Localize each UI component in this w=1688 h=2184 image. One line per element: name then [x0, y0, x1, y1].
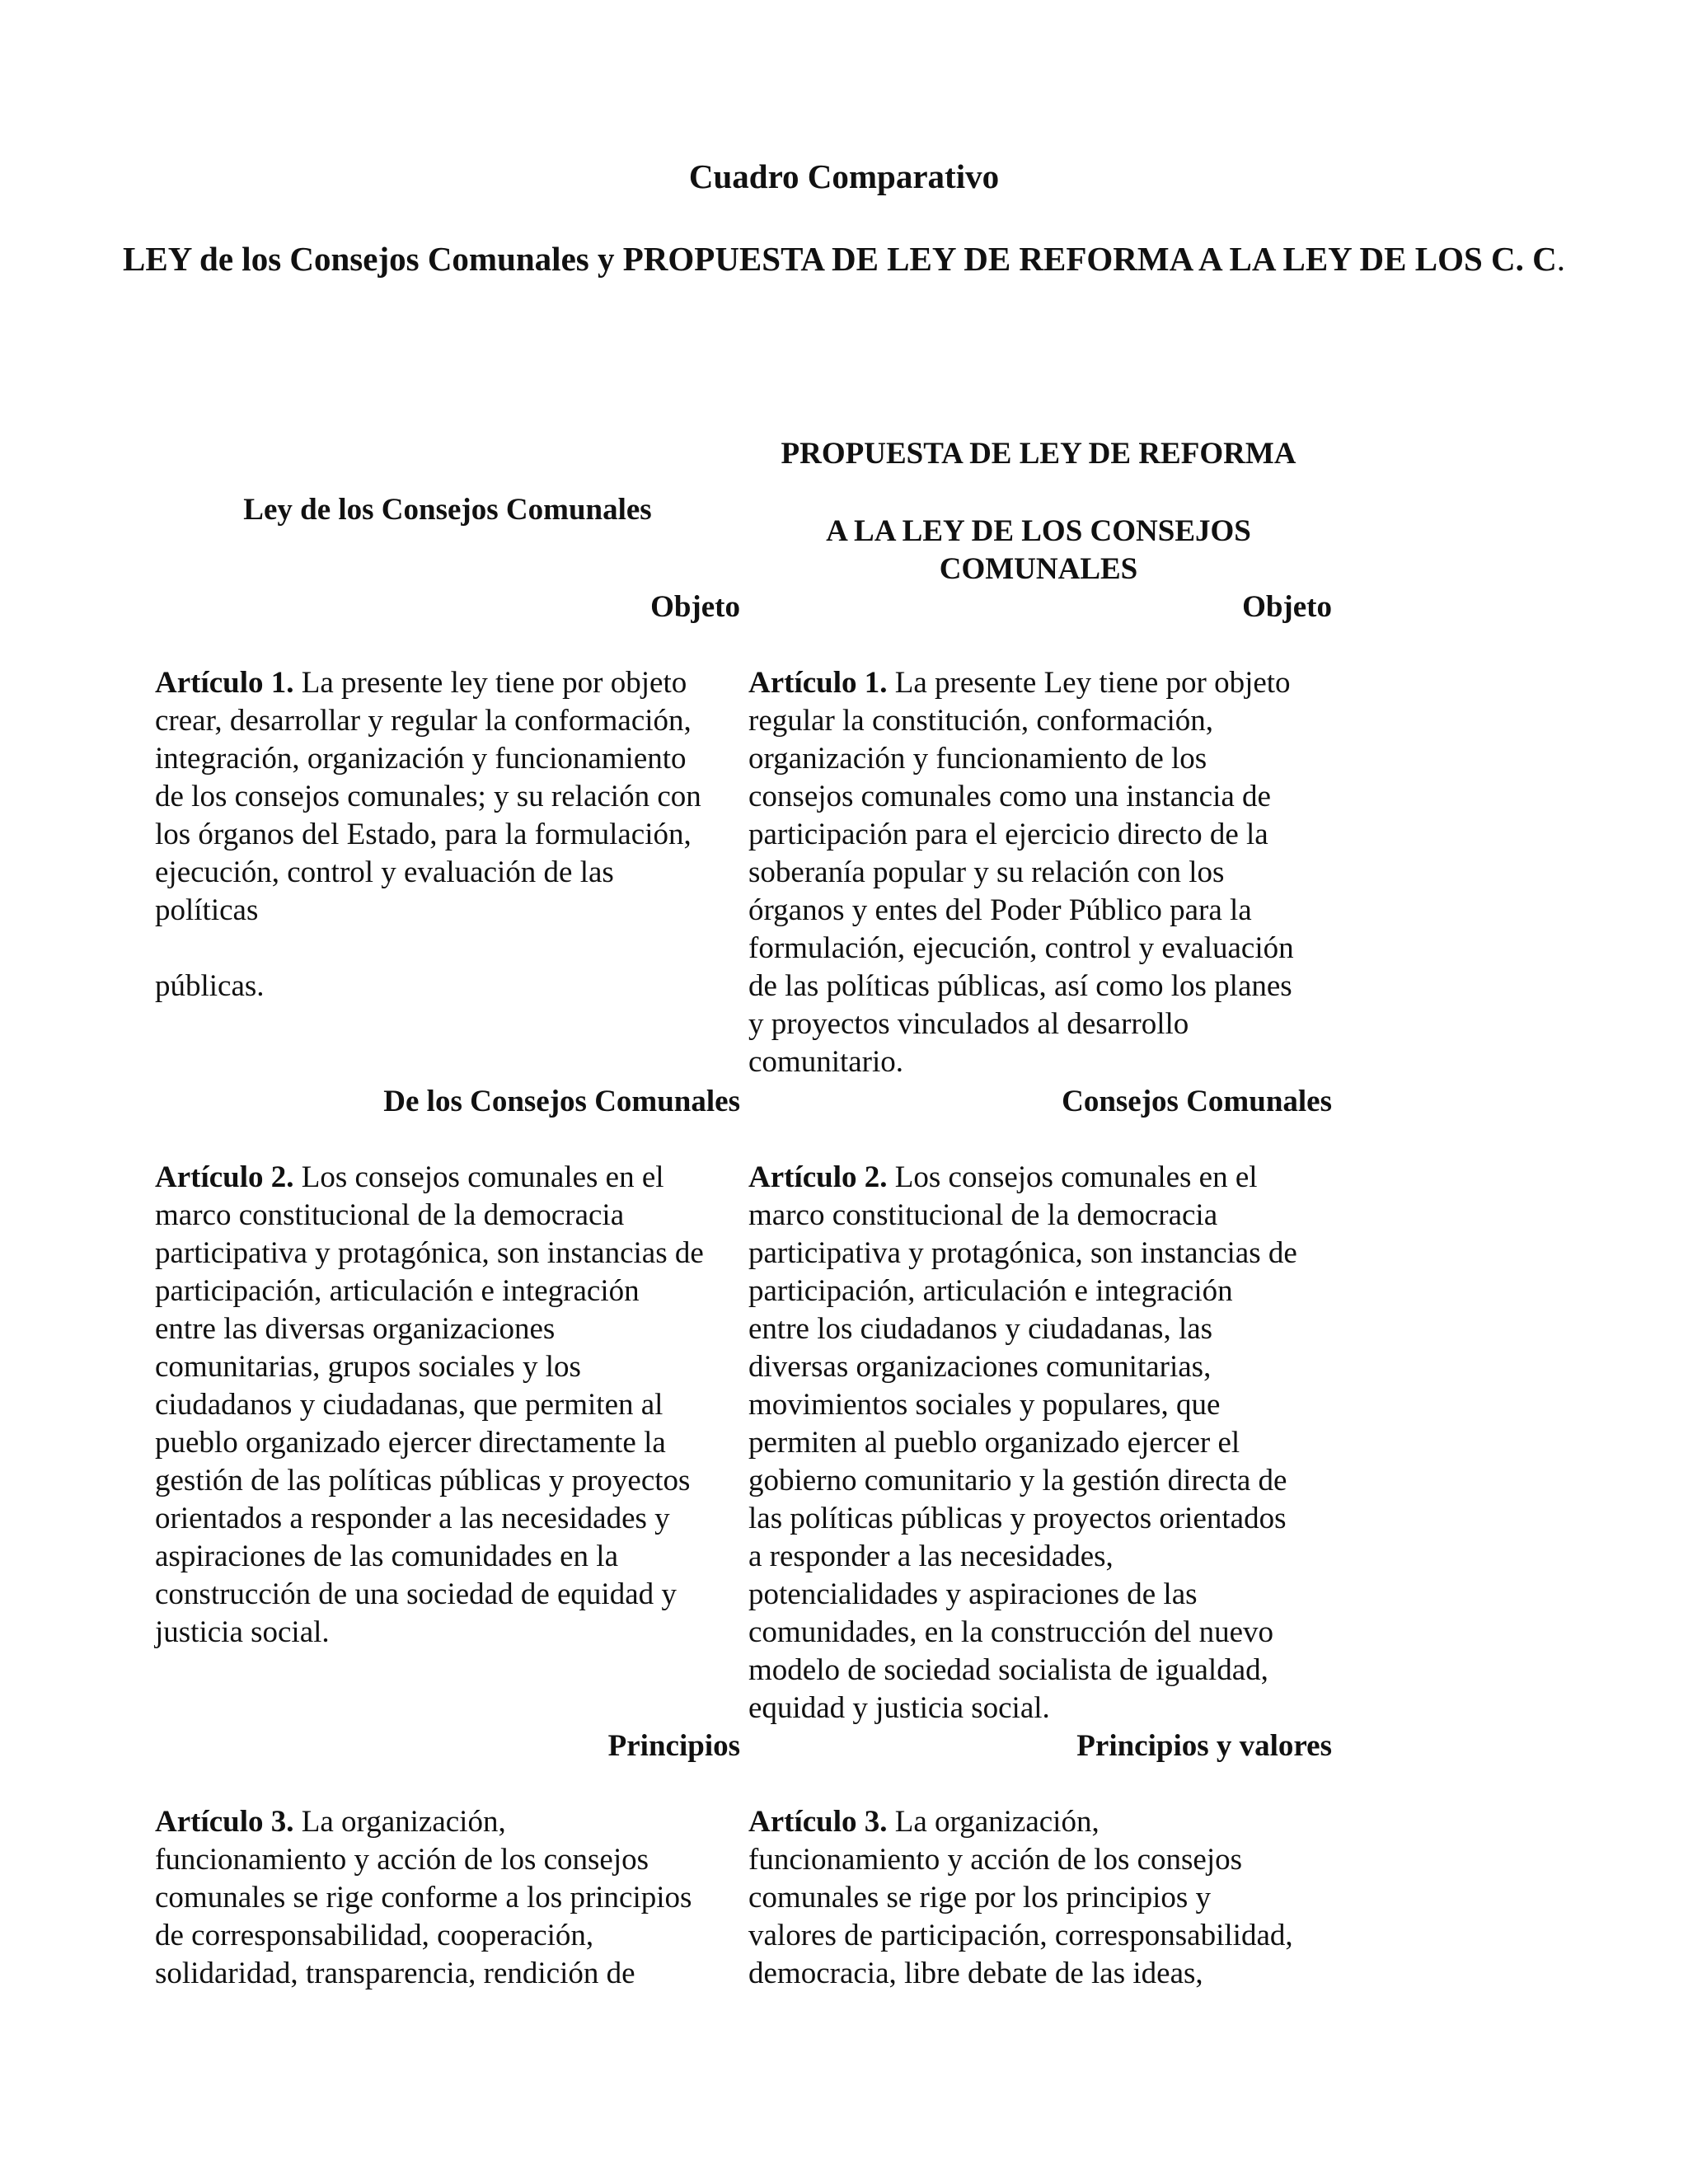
article-2-current: [155, 1159, 748, 1652]
section-heading-right-consejos: Consejos Comunales: [1062, 1085, 1332, 1118]
article-2-proposed: [748, 1159, 1342, 1727]
article-1-current: [155, 664, 748, 1005]
article-text: La presente Ley tiene por objeto regular la constitución, conformación, organización y funcionamiento de los consejos comunales como una instancia de participación para el ejercicio directo de la soberanía popular y su relación con los órganos y entes del Poder Público para la formulación, ejecución, control y evaluación de las políticas públicas, así como los planes y proyectos vinculados al desarrollo comunitario.: [748, 666, 1294, 1079]
article-label: Artículo 1.: [748, 666, 888, 700]
right-column-heading-line2: A LA LEY DE LOS CONSEJOS COMUNALES: [826, 514, 1251, 586]
section-heading-right-principios: Principios y valores: [1076, 1729, 1332, 1763]
section-heading-left-objeto: Objeto: [650, 590, 740, 624]
article-text: Los consejos comunales en el marco constitucional de la democracia participativa y protagónica, son instancias de participación, articulación e integración entre los ciudadanos y ciudadanas, las diversas organizaciones comunitarias, movimientos sociales y populares, que permiten al pueblo organizado ejercer el gobierno comunitario y la gestión directa de las políticas públicas y proyectos orientados a responder a las necesidades, potencialidades y aspiraciones de las comunidades, en la construcción del nuevo modelo de sociedad socialista de igualdad, equidad y justicia social.: [748, 1160, 1297, 1725]
section-heading-left-consejos: De los Consejos Comunales: [383, 1085, 740, 1118]
article-1-proposed: [748, 664, 1342, 1081]
document-title: Cuadro Comparativo: [688, 157, 1000, 195]
article-3-proposed: [748, 1803, 1342, 1993]
right-column-heading-line1: PROPUESTA DE LEY DE REFORMA: [781, 437, 1296, 471]
document-subtitle: [115, 237, 1573, 280]
article-label: Artículo 2.: [748, 1160, 888, 1194]
article-text: La organización, funcionamiento y acción de los consejos comunales se rige conforme a los principios de corresponsabilidad, cooperación, solidaridad, transparencia, rendición de: [155, 1805, 692, 1990]
left-column-heading: Ley de los Consejos Comunales: [243, 493, 652, 527]
subtitle-main: LEY de los Consejos Comunales y PROPUESTA DE LEY DE REFORMA A LA LEY DE LOS C. C: [123, 240, 1557, 278]
section-heading-left-principios: Principios: [607, 1729, 740, 1763]
article-text: Los consejos comunales en el marco constitucional de la democracia participativa y protagónica, son instancias de participación, articulación e integración entre las diversas organizaciones comunitarias, grupos sociales y los ciudadanos y ciudadanas, que permiten al pueblo organizado ejercer directamente la gestión de las políticas públicas y proyectos orientados a responder a las necesidades y aspiraciones de las comunidades en la construcción de una sociedad de equidad y justicia social.: [155, 1160, 704, 1649]
article-label: Artículo 3.: [155, 1805, 294, 1839]
article-text: La organización, funcionamiento y acción de los consejos comunales se rige por los principios y valores de participación, corresponsabilidad, democracia, libre debate de las ideas,: [748, 1805, 1293, 1990]
article-text: La presente ley tiene por objeto crear, desarrollar y regular la conformación, integración, organización y funcionamiento de los consejos comunales; y su relación con los órganos del Estado, para la formulación, ejecución, control y evaluación de las políticas públicas.: [155, 666, 701, 1003]
article-label: Artículo 2.: [155, 1160, 294, 1194]
section-heading-right-objeto: Objeto: [1242, 590, 1332, 624]
article-label: Artículo 1.: [155, 666, 294, 700]
subtitle-end: .: [1556, 240, 1565, 278]
article-label: Artículo 3.: [748, 1805, 888, 1839]
article-3-current: [155, 1803, 748, 1993]
